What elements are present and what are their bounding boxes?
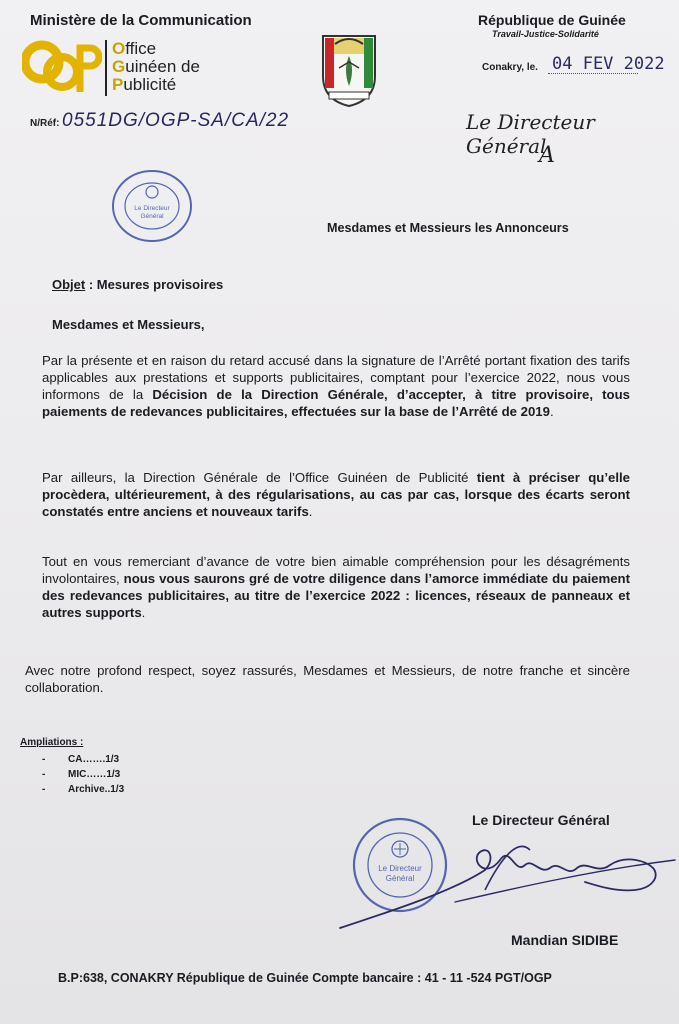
paragraph-1: Par la présente et en raison du retard accusé dans la signature de l’Arrêté portant fixation des tarifs applicables aux prestations et supports publicitaires, comptant pour l’exercice 2022, nous vous informons de la Décision de la Direction Générale, d’accepter, à titre provisoire, tous paiements de redevances publicitaires, effectuées sur la base de l’Arrêté de 2019. [42, 353, 630, 419]
subject-label: Objet [52, 277, 86, 292]
republic-name: République de Guinée [478, 12, 626, 28]
office-line-1: Office [112, 39, 157, 58]
list-item: - Archive..1/3 [42, 784, 125, 795]
official-stamp-icon [110, 168, 194, 244]
ministry-name: Ministère de la Communication [30, 12, 252, 29]
list-item: - MIC……1/3 [42, 769, 121, 780]
salutation: Mesdames et Messieurs, [52, 317, 205, 332]
subject-text: : Mesures provisoires [85, 277, 224, 292]
addressed-a: A [539, 143, 555, 168]
ampliations-list [42, 752, 124, 797]
office-line-2: Guinéen de [112, 57, 200, 76]
signatory-name: Mandian SIDIBE [511, 932, 619, 948]
letter-date: 04 FEV 2022 [552, 54, 665, 74]
paragraph-3: Tout en vous remerciant d’avance de votre bien aimable compréhension pour les désagréments involontaires, nous vous saurons gré de votre diligence dans l’amorce immédiate du paiement des redevances publicitaires, au titre de l’exercice 2022 : licences, réseaux de panneaux et autres supports. [42, 554, 630, 620]
republic-motto: Travail-Justice-Solidarité [492, 29, 599, 39]
reference-number: 0551DG/OGP-SA/CA/22 [62, 110, 290, 131]
recipient: Mesdames et Messieurs les Annonceurs [327, 221, 569, 235]
addressed-director-title: Le Directeur Général [466, 110, 595, 158]
list-item: - CA…….1/3 [42, 754, 120, 765]
office-name [112, 40, 200, 94]
office-line-3: Publicité [112, 75, 177, 94]
footer-address: B.P:638, CONAKRY République de Guinée Compte bancaire : 41 - 11 -524 PGT/OGP [58, 971, 552, 985]
stamp-center-line-2: Général [140, 213, 164, 220]
reference-label: N/Réf: [30, 118, 60, 129]
ogp-logo-icon [22, 38, 102, 96]
guinea-crest-icon [315, 28, 383, 110]
logo-divider [105, 40, 107, 96]
stamp-center-line-1: Le Directeur [134, 205, 170, 212]
stamp2-center-line-1: Le Directeur [378, 864, 422, 873]
place-label: Conakry, le. [482, 62, 538, 73]
paragraph-4: Avec notre profond respect, soyez rassurés, Mesdames et Messieurs, de notre franche et sincère collaboration. [25, 663, 630, 695]
paragraph-2: Par ailleurs, la Direction Générale de l’Office Guinéen de Publicité tient à préciser qu’elle procèdera, ultérieurement, à des régularisations, au cas par cas, lorsque des écarts seront constatés entre anciens et nouveaux tarifs. [42, 470, 630, 519]
handwritten-signature-icon [335, 830, 679, 935]
stamp2-center-line-2: Général [385, 874, 415, 883]
ampliations-title: Ampliations : [20, 737, 84, 748]
date-dotted-line [548, 73, 638, 74]
signatory-title: Le Directeur Général [472, 812, 610, 828]
subject-line [52, 277, 223, 292]
